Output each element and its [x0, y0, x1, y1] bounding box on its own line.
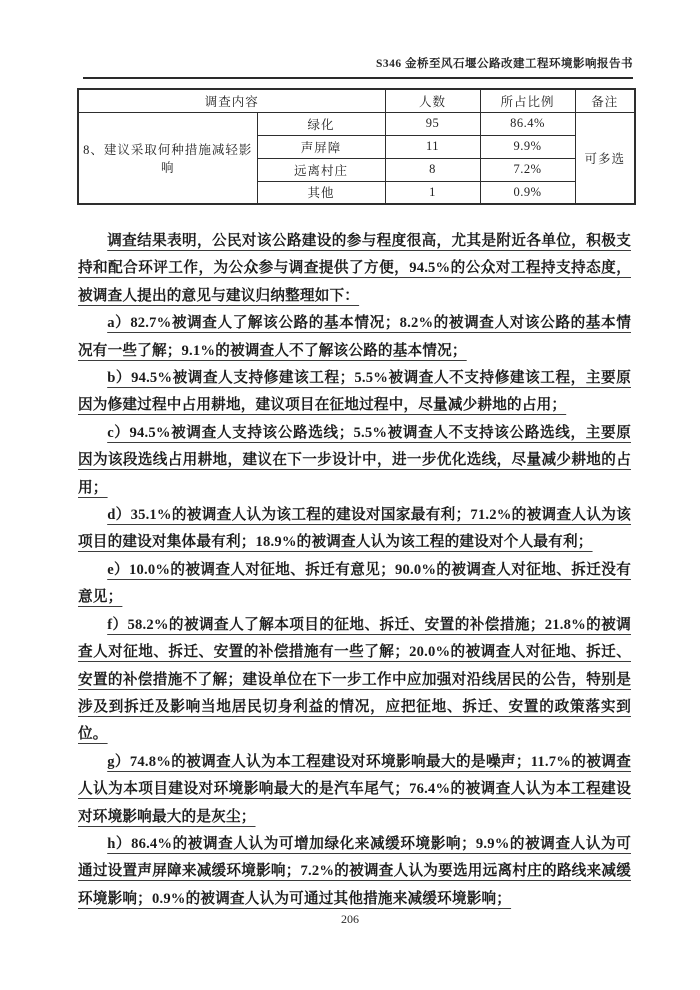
count-cell: 1 [385, 181, 480, 204]
measure-cell: 其他 [257, 181, 385, 204]
percent-cell: 7.2% [480, 158, 575, 181]
question-label-cell: 8、建议采取何种措施减轻影响 [78, 112, 257, 204]
paragraph-c: c）94.5%被调查人支持该公路选线；5.5%被调查人不支持该公路选线，主要原因为该段选线占用耕地，建议在下一步设计中，进一步优化选线，尽量减少耕地的占用； [78, 424, 631, 496]
paragraph-b: b）94.5%被调查人支持修建该工程；5.5%被调查人不支持修建该工程，主要原因为修建过程中占用耕地，建议项目在征地过程中，尽量减少耕地的占用； [78, 370, 631, 414]
document-body [78, 228, 631, 913]
remark-cell: 可多选 [575, 112, 635, 204]
report-title: S346 金桥至风石堰公路改建工程环境影响报告书 [375, 58, 633, 70]
measure-cell: 远离村庄 [257, 158, 385, 181]
paragraph-d: d）35.1%的被调查人认为该工程的建设对国家最有利；71.2%的被调查人认为该项目的建设对集体最有利；18.9%的被调查人认为该工程的建设对个人最有利； [78, 507, 631, 551]
percent-cell: 9.9% [480, 135, 575, 158]
paragraph-intro: 调查结果表明，公民对该公路建设的参与程度很高，尤其是附近各单位，积极支持和配合环评工作，为公众参与调查提供了方便，94.5%的公众对工程持支持态度，被调查人提出的意见与建议归纳整理如下： [78, 233, 631, 304]
paragraph-g: g）74.8%的被调查人认为本工程建设对环境影响最大的是噪声；11.7%的被调查人认为本项目建设对环境影响最大的是汽车尾气；76.4%的被调查人认为本工程建设对环境影响最大的是灰尘； [78, 753, 631, 825]
percent-cell: 0.9% [480, 181, 575, 204]
percent-cell: 86.4% [480, 112, 575, 135]
paragraph-a: a）82.7%被调查人了解该公路的基本情况；8.2%的被调查人对该公路的基本情况有一些了解；9.1%的被调查人不了解该公路的基本情况； [78, 315, 631, 359]
header-remark: 备注 [575, 89, 635, 112]
count-cell: 95 [385, 112, 480, 135]
page-number: 206 [341, 912, 359, 926]
measure-cell: 绿化 [257, 112, 385, 135]
measure-cell: 声屏障 [257, 135, 385, 158]
paragraph-e: e）10.0%的被调查人对征地、拆迁有意见；90.0%的被调查人对征地、拆迁没有意见； [78, 561, 631, 606]
header-percent: 所占比例 [480, 89, 575, 112]
header-count: 人数 [385, 89, 480, 112]
paragraph-h: h）86.4%的被调查人认为可增加绿化来减缓环境影响；9.9%的被调查人认为可通过设置声屏障来减缓环境影响；7.2%的被调查人认为要选用远离村庄的路线来减缓环境影响；0.9%的被调查人认为可通过其他措施来减缓环境影响； [78, 835, 631, 907]
header-survey-content: 调查内容 [78, 89, 385, 112]
survey-results-table [77, 88, 636, 205]
table-header-row [78, 89, 635, 112]
count-cell: 8 [385, 158, 480, 181]
page-header [83, 55, 633, 79]
count-cell: 11 [385, 135, 480, 158]
table-row [78, 112, 635, 135]
paragraph-f: f）58.2%的被调查人了解本项目的征地、拆迁、安置的补偿措施；21.8%的被调查人对征地、拆迁、安置的补偿措施有一些了解；20.0%的被调查人对征地、拆迁、安置的补偿措施不了解；建设单位在下一步工作中应加强对沿线居民的公告，特别是涉及到拆迁及影响当地居民切身利益的情况，应把征地、拆迁、安置的政策落实到位。 [78, 616, 631, 743]
